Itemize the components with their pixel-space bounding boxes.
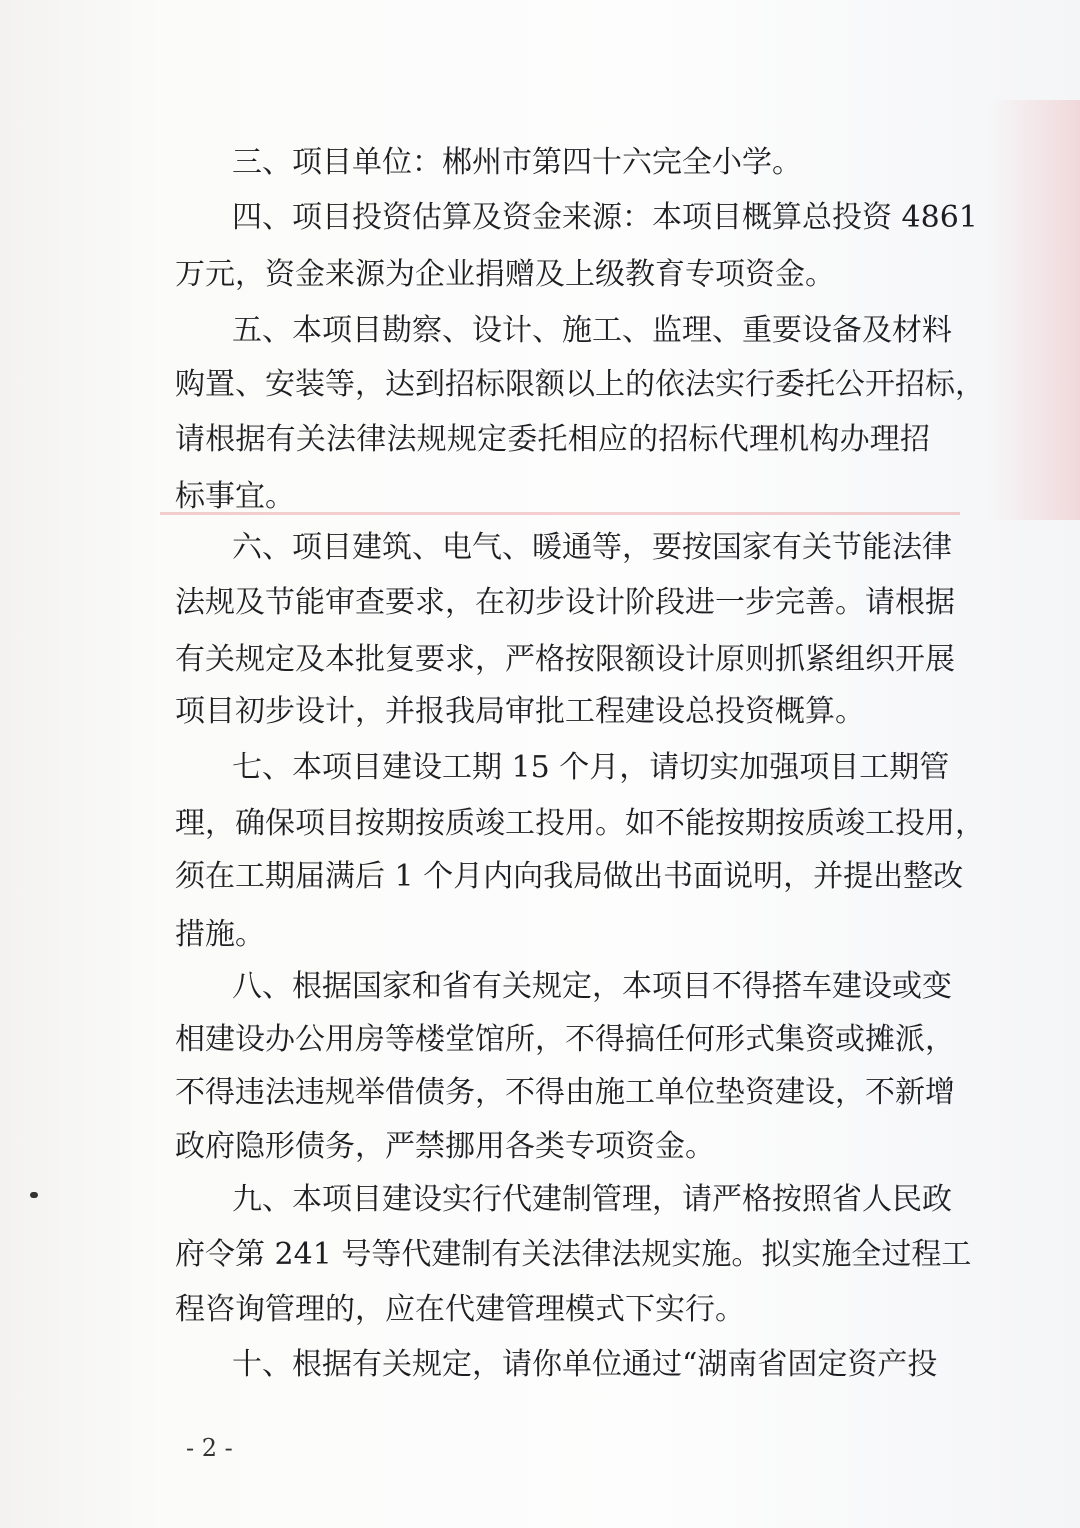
page-number: - 2 -	[186, 1434, 233, 1462]
paragraph-10-line: 十、根据有关规定，请你单位通过“湖南省固定资产投	[232, 1347, 938, 1382]
paragraph-7-line: 措施。	[175, 917, 265, 952]
paragraph-8-line: 相建设办公用房等楼堂馆所，不得搞任何形式集资或摊派，	[175, 1022, 955, 1057]
paragraph-6-line: 项目初步设计，并报我局审批工程建设总投资概算。	[175, 694, 865, 729]
paragraph-9-line: 九、本项目建设实行代建制管理，请严格按照省人民政	[232, 1182, 952, 1217]
paragraph-5-line: 购置、安装等，达到招标限额以上的依法实行委托公开招标，	[175, 367, 985, 402]
paragraph-8-line: 政府隐形债务，严禁挪用各类专项资金。	[175, 1129, 715, 1164]
paragraph-9-line: 府令第 241 号等代建制有关法律法规实施。拟实施全过程工	[175, 1237, 972, 1272]
paragraph-5-line: 请根据有关法律法规规定委托相应的招标代理机构办理招	[175, 422, 930, 457]
paragraph-6-line: 六、项目建筑、电气、暖通等，要按国家有关节能法律	[232, 530, 952, 565]
paragraph-5-line: 五、本项目勘察、设计、施工、监理、重要设备及材料	[232, 313, 952, 348]
paragraph-6-line: 有关规定及本批复要求，严格按限额设计原则抓紧组织开展	[175, 642, 955, 677]
paragraph-7-line: 七、本项目建设工期 15 个月，请切实加强项目工期管	[232, 750, 950, 785]
paragraph-4-line: 四、项目投资估算及资金来源：本项目概算总投资 4861	[232, 200, 978, 235]
paragraph-5-line: 标事宜。	[175, 479, 295, 514]
paragraph-3-line: 三、项目单位：郴州市第四十六完全小学。	[232, 145, 802, 180]
paragraph-9-line: 程咨询管理的，应在代建管理模式下实行。	[175, 1292, 745, 1327]
paragraph-8-line: 不得违法违规举借债务，不得由施工单位垫资建设，不新增	[175, 1075, 955, 1110]
paragraph-6-line: 法规及节能审查要求，在初步设计阶段进一步完善。请根据	[175, 585, 955, 620]
paragraph-4-line: 万元，资金来源为企业捐赠及上级教育专项资金。	[175, 257, 835, 292]
paragraph-7-line: 理，确保项目按期按质竣工投用。如不能按期按质竣工投用，	[175, 806, 985, 841]
paragraph-8-line: 八、根据国家和省有关规定，本项目不得搭车建设或变	[232, 969, 952, 1004]
paragraph-7-line: 须在工期届满后 1 个月内向我局做出书面说明，并提出整改	[175, 859, 964, 894]
